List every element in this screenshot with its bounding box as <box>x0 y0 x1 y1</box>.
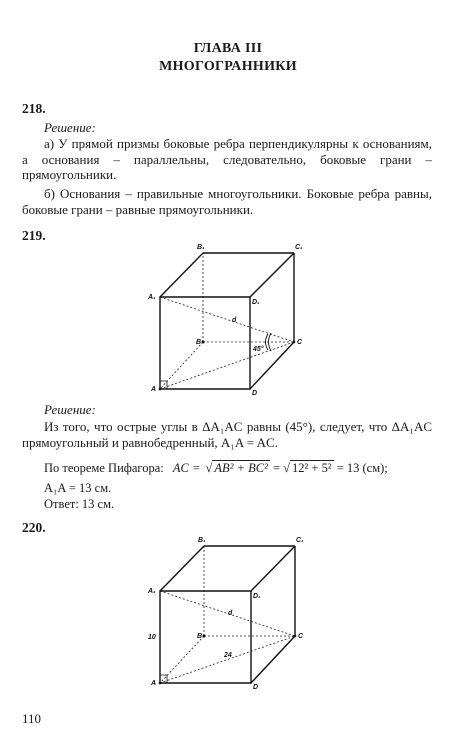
problem-219-result: A₁A = 13 см. <box>44 481 112 495</box>
label-d1: D₁ <box>252 299 260 306</box>
prism-figure-219 <box>140 240 320 400</box>
formula-result: = 13 (см); <box>336 461 388 475</box>
pythagoras-formula <box>44 461 388 476</box>
formula-lhs: AC = <box>172 461 201 475</box>
sqrt-1-radicand: AB² + BC² <box>214 461 268 475</box>
label-b1: B₁ <box>198 537 206 544</box>
label-diagonal-d: d <box>228 610 233 617</box>
label-a1: A₁ <box>148 294 156 301</box>
label-diagonal-d: d <box>232 317 237 324</box>
chapter-number: ГЛАВА III <box>193 41 263 56</box>
problem-218-solution-label: Решение: <box>44 120 96 135</box>
label-a: A <box>151 386 157 393</box>
problem-219-reasoning: Из того, что острые углы в ΔA₁AC равны (45°), следует, что ΔA₁AC прямоугольный и равнобедренный, A₁A = AC. <box>22 419 432 450</box>
label-b: B <box>197 633 203 640</box>
label-edge-10: 10 <box>148 634 156 641</box>
label-a: A <box>151 680 157 687</box>
prism-figure-220 <box>140 533 320 693</box>
problem-218-part-b: б) Основания – правильные многоугольники. Боковые ребра равны, боковые грани – равные прямоугольники. <box>22 186 432 217</box>
label-d: D <box>253 684 259 691</box>
problem-219-answer: Ответ: 13 см. <box>44 497 115 511</box>
label-c1: C₁ <box>296 537 304 544</box>
label-d: D <box>252 390 258 397</box>
problem-219-number: 219. <box>22 228 46 243</box>
chapter-title: МНОГОГРАННИКИ <box>159 59 297 74</box>
label-d1: D₁ <box>253 593 261 600</box>
problem-218-number: 218. <box>22 101 46 116</box>
sqrt-2-radicand: 12² + 5² <box>292 461 332 475</box>
sqrt-1: √ AB² + BC² <box>205 461 268 475</box>
label-c: C <box>297 339 303 346</box>
label-b: B <box>196 339 202 346</box>
problem-220-number: 220. <box>22 520 46 535</box>
label-a1: A₁ <box>148 588 156 595</box>
label-b1: B₁ <box>197 244 205 251</box>
page-number: 110 <box>22 711 42 726</box>
label-diag-24: 24 <box>224 652 232 659</box>
label-c: C <box>298 633 304 640</box>
sqrt-2: √ 12² + 5² <box>283 461 332 475</box>
label-c1: C₁ <box>295 244 303 251</box>
formula-eq: = <box>272 461 281 475</box>
problem-219-solution-label: Решение: <box>44 402 96 417</box>
label-angle-45: 45° <box>253 346 264 353</box>
pythagoras-intro: По теореме Пифагора: <box>44 461 164 475</box>
problem-218-part-a: а) У прямой призмы боковые ребра перпендикулярны к основаниям, а основания – параллельны, следовательно, боковые грани – прямоугольники. <box>22 136 432 182</box>
